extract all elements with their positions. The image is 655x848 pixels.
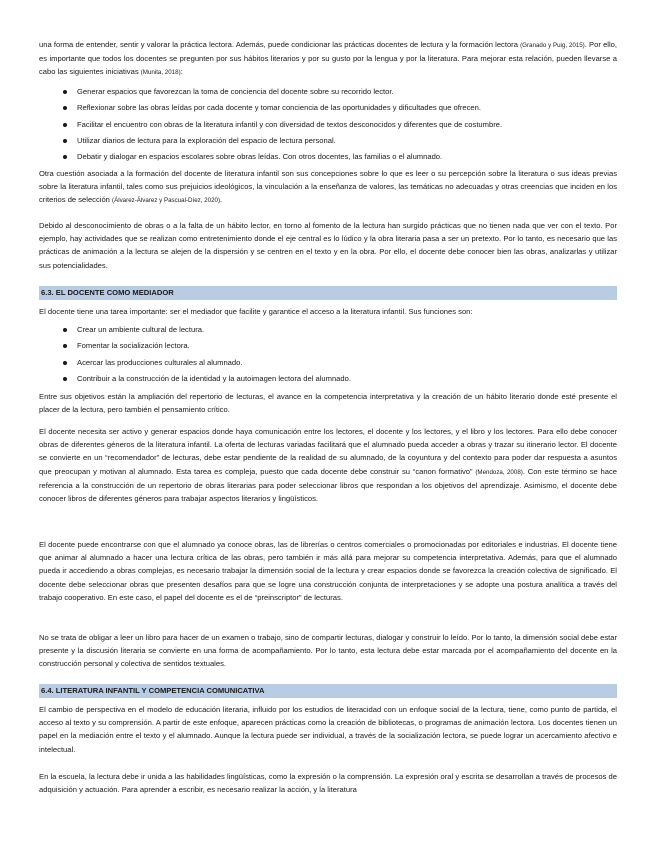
paragraph-text: . Por ello, es importante que todos los docentes se pregunten por sus hábitos literarios y por su gusto por la lengua y por la literatura. Para mejorar esta relación, pueden llevarse a cabo las siguientes iniciativas	[39, 40, 617, 77]
citation: (Munita, 2018)	[140, 69, 181, 77]
paragraph-shared-reading: No se trata de obligar a leer un libro para hacer de un examen o trabajo, sino de compartir lecturas, dialogar y construir lo leído. Por lo tanto, la dimensión social debe estar presente y la discusión literaria se convierte en una forma de acompañamiento. Por lo tanto, esta lectura debe estar marcada por el acompañamiento del docente en la construcción personal y colectiva de sentidos textuales.	[39, 633, 617, 669]
section-heading-communicative-competence: 6.4. LITERATURA INFANTIL Y COMPETENCIA COMUNICATIVA	[39, 684, 617, 698]
paragraph-reading-promotion: Debido al desconocimiento de obras o a la falta de un hábito lector, en torno al fomento de la lectura han surgido prácticas que no tienen nada que ver con el texto. Por ejemplo, hay actividades que se realizan como entretenimiento donde el eje central es lo lúdico y la obra literaria pasa a ser un pretexto. Por lo tanto, es necesario que las prácticas de animación a la lectura se alejen de la dispersión y se centren en el texto y en la obra. Por ello, el docente debe conocer bien las obras, analizarlas y utilizar sus potencialidades.	[39, 221, 617, 270]
paragraph-reading-practice	[39, 38, 617, 80]
citation: (Mendoza, 2008)	[475, 468, 523, 476]
list-item: Facilitar el encuentro con obras de la literatura infantil y con diversidad de textos desconocidos y diferentes que de costumbre.	[39, 117, 617, 133]
paragraph-teacher-conceptions	[39, 167, 617, 208]
list-item: Fomentar la socialización lectora.	[39, 338, 617, 354]
paragraph-objectives: Entre sus objetivos están la ampliación del repertorio de lecturas, el avance en la competencia interpretativa y la creación de un hábito literario donde esté presente el placer de la lectura, pero también el pensamiento crítico.	[39, 392, 617, 415]
list-item: Contribuir a la construcción de la identidad y la autoimagen lectora del alumnado.	[39, 371, 617, 387]
list-item: Generar espacios que favorezcan la toma de conciencia del docente sobre su recorrido lector.	[39, 84, 617, 100]
paragraph-text: El docente necesita ser activo y generar espacios donde haya comunicación entre los lectores, el docente y los lectores, y el libro y los lectores. Para ello debe conocer obras de diferentes géneros de la literatura infantil. La oferta de lecturas variadas facilitará que el alumnado pueda acceder a obras y trazar su itinerario lector. El docente se convierte en un “recomendador” de lecturas, debe estar pendiente de la realidad de su alumnado, de la coyuntura y del contexto para poder dar respuesta a asuntos que preocupan y motivan al alumnado. Esta tarea es compleja, puesto que cada docente debe construir su “canon formativo”	[39, 427, 617, 476]
list-item: Debatir y dialogar en espacios escolares sobre obras leídas. Con otros docentes, las familias o el alumnado.	[39, 149, 617, 165]
list-item: Reflexionar sobre las obras leídas por cada docente y tomar conciencia de las oportunidades y dificultades que ofrecen.	[39, 100, 617, 116]
section-heading-mediator: 6.3. EL DOCENTE COMO MEDIADOR	[39, 286, 617, 300]
paragraph-text: una forma de entender, sentir y valorar la práctica lectora. Además, puede condicionar las prácticas docentes de lectura y la formación lectora	[39, 40, 521, 49]
paragraph-text: .	[220, 195, 223, 205]
paragraph-mediator-intro: El docente tiene una tarea importante: ser el mediador que facilite y garantice el acceso a la literatura infantil. Sus funciones son:	[39, 307, 473, 316]
list-item: Acercar las producciones culturales al alumnado.	[39, 355, 617, 371]
paragraph-text: :	[180, 67, 183, 77]
initiatives-list	[39, 84, 617, 165]
list-item: Utilizar diarios de lectura para la exploración del espacio de lectura personal.	[39, 133, 617, 149]
citation: (Granado y Puig, 2015)	[520, 42, 585, 49]
paragraph-active-teacher	[39, 425, 617, 505]
list-item: Crear un ambiente cultural de lectura.	[39, 322, 617, 338]
paragraph-text: Otra cuestión asociada a la formación del docente de literatura infantil son sus concepciones sobre lo que es leer o su percepción sobre la literatura o sus ideas previas sobre la literatura infantil, tales como sus prejuicios ideológicos, la vinculación a la enseñanza de valores, las temáticas no adecuadas y otras creencias que inciden en los criterios de selección	[39, 169, 617, 205]
citation: (Álvarez-Álvarez y Pascual-Díez, 2020)	[112, 197, 221, 205]
paragraph-critical-reading: El docente puede encontrarse con que el alumnado ya conoce obras, las de librerías o centros comerciales o promocionadas por editoriales e industrias. El docente tiene que animar al alumnado a hacer una lectura crítica de las obras, pero también ir más allá para mejorar su competencia interpretativa. Además, para que el alumnado pueda ir accediendo a obras complejas, es necesario trabajar la dimensión social de la lectura y crear espacios donde se favorezca la creación colectiva de significado. El docente debe seleccionar obras que presenten desafíos para que se logre una construcción conjunta de interpretaciones y se adopte una postura analítica a través del trabajo cooperativo. En este caso, el papel del docente es el de “preinscriptor” de lecturas.	[39, 540, 617, 602]
paragraph-literacy-perspective: El cambio de perspectiva en el modelo de educación literaria, influido por los estudios de literacidad con un enfoque social de la lectura, tiene, como punto de partida, el acceso al texto y su comprensión. A partir de este enfoque, aparecen prácticas como la creación de bibliotecas, o programas de animación lectora. Los docentes tienen un papel en la mediación entre el texto y el alumnado. Aunque la lectura puede ser individual, a través de la socialización lectora, se puede lograr un acercamiento afectivo e intelectual.	[39, 705, 617, 754]
paragraph-linguistic-skills: En la escuela, la lectura debe ir unida a las habilidades lingüísticas, como la expresión o la comprensión. La expresión oral y escrita se desarrollan a través de procesos de adquisición y actuación. Para aprender a escribir, es necesario realizar la acción, y la literatura	[39, 772, 617, 795]
paragraph-text: . Con este término se hace referencia a la construcción de un repertorio de obras literarias para poder seleccionar libros que respondan a los objetivos del aprendizaje. Asimismo, el docente debe conocer libros de diferentes géneros para trabajar aspectos literarios y lingüísticos.	[39, 466, 617, 504]
mediator-functions-list	[39, 322, 617, 387]
